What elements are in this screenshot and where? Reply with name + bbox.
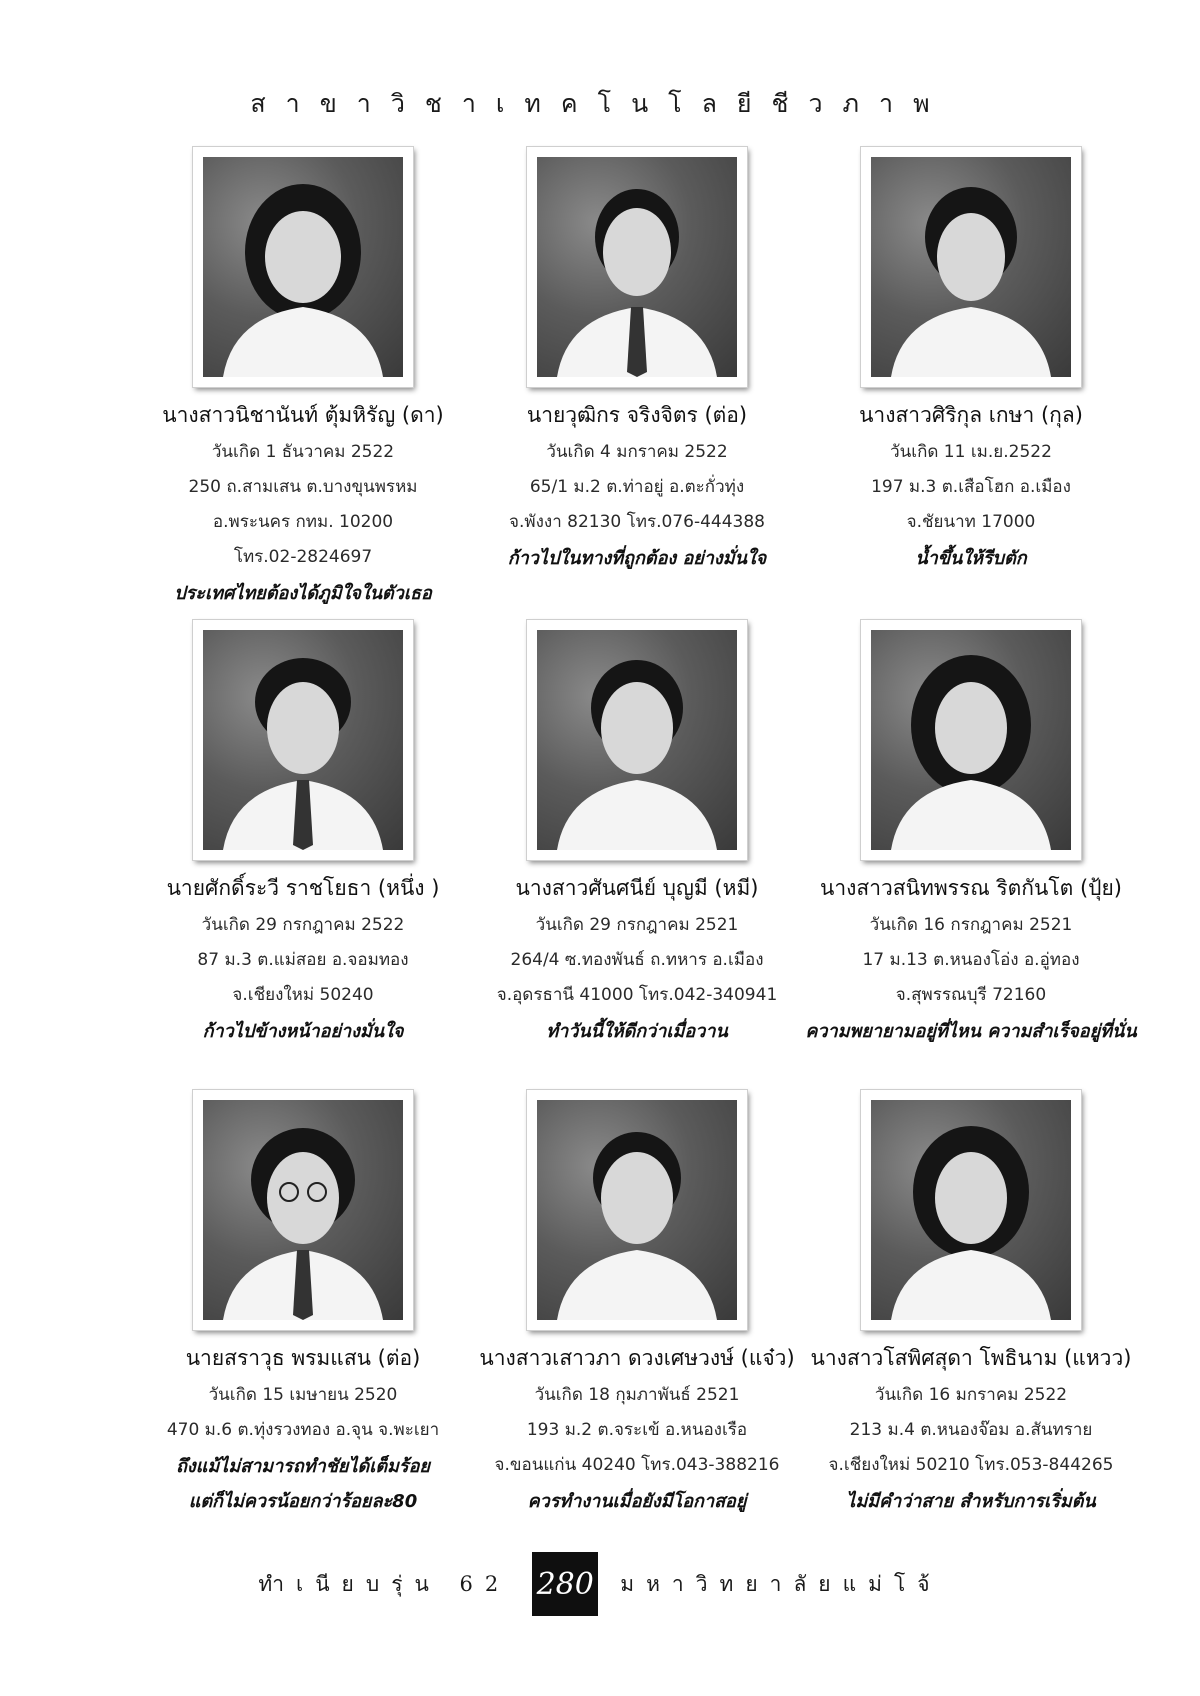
student-motto: ถึงแม้ไม่สามารถทำชัยได้เต็มร้อย xyxy=(176,1456,430,1477)
student-detail: วันเกิด 18 กุมภาพันธ์ 2521 xyxy=(534,1385,740,1405)
student-photo xyxy=(527,1090,747,1330)
university-label: มหาวิทยาลัยแม่โจ้ xyxy=(620,1571,942,1596)
student-name: นายสราวุธ พรมแสน (ต่อ) xyxy=(185,1346,421,1370)
student-detail: วันเกิด 1 ธันวาคม 2522 xyxy=(211,442,395,462)
student-detail: วันเกิด 4 มกราคม 2522 xyxy=(546,442,728,462)
page-number: 280 xyxy=(532,1552,598,1616)
student-detail: 250 ถ.สามเสน ต.บางขุนพรหม xyxy=(188,477,418,497)
student-detail: วันเกิด 29 กรกฎาคม 2521 xyxy=(535,915,739,935)
student-detail: 264/4 ซ.ทองพันธ์ ถ.ทหาร อ.เมือง xyxy=(510,950,764,970)
student-detail: วันเกิด 15 เมษายน 2520 xyxy=(208,1385,398,1405)
student-detail: อ.พระนคร กทม. 10200 xyxy=(212,512,394,532)
student-detail: จ.อุดรธานี 41000 โทร.042-340941 xyxy=(496,985,778,1005)
student-photo xyxy=(861,1090,1081,1330)
student-detail: จ.ขอนแก่น 40240 โทร.043-388216 xyxy=(494,1455,780,1475)
student-detail: จ.เชียงใหม่ 50240 xyxy=(232,985,374,1005)
student-photo xyxy=(193,147,413,387)
student-name: นางสาวนิชานันท์ ตุ้มหิรัญ (ดา) xyxy=(162,403,444,427)
portrait-image xyxy=(203,157,403,377)
student-detail: โทร.02-2824697 xyxy=(233,547,373,567)
page-title: สาขาวิชาเทคโนโลยีชีวภาพ xyxy=(250,89,950,118)
student-name: นางสาวสนิทพรรณ ริตกันโต (ปุ้ย) xyxy=(820,876,1122,900)
portrait-image xyxy=(537,157,737,377)
student-name: นางสาวเสาวภา ดวงเศษวงษ์ (แจ๋ว) xyxy=(479,1346,795,1370)
student-photo xyxy=(193,1090,413,1330)
student-detail: 87 ม.3 ต.แม่สอย อ.จอมทอง xyxy=(197,950,409,970)
portrait-image xyxy=(537,1100,737,1320)
student-detail: จ.พังงา 82130 โทร.076-444388 xyxy=(509,512,765,532)
yearbook-label: ทำเนียบรุ่น 62 xyxy=(258,1571,511,1596)
student-photo xyxy=(527,620,747,860)
student-detail: วันเกิด 16 มกราคม 2522 xyxy=(874,1385,1068,1405)
student-detail: 213 ม.4 ต.หนองจ๊อม อ.สันทราย xyxy=(849,1420,1093,1440)
student-detail: 17 ม.13 ต.หนองโอ่ง อ.อู่ทอง xyxy=(862,950,1080,970)
student-motto: ทำวันนี้ให้ดีกว่าเมื่อวาน xyxy=(546,1021,728,1042)
portrait-image xyxy=(203,1100,403,1320)
student-photo xyxy=(861,620,1081,860)
student-motto: ก้าวไปข้างหน้าอย่างมั่นใจ xyxy=(202,1021,404,1042)
student-name: นางสาวโสพิศสุดา โพธินาม (แหวว) xyxy=(810,1346,1132,1370)
portrait-image xyxy=(203,630,403,850)
student-motto: ไม่มีคำว่าสาย สำหรับการเริ่มต้น xyxy=(846,1491,1096,1512)
student-name: นายวุฒิกร จริงจิตร (ต่อ) xyxy=(526,403,748,427)
portrait-image xyxy=(871,1100,1071,1320)
portrait-image xyxy=(537,630,737,850)
student-detail: จ.ชัยนาท 17000 xyxy=(906,512,1036,532)
student-detail: จ.เชียงใหม่ 50210 โทร.053-844265 xyxy=(828,1455,1114,1475)
student-detail: 65/1 ม.2 ต.ท่าอยู่ อ.ตะกั่วทุ่ง xyxy=(529,477,745,497)
student-detail: จ.สุพรรณบุรี 72160 xyxy=(895,985,1047,1005)
student-detail: 470 ม.6 ต.ทุ่งรวงทอง อ.จุน จ.พะเยา xyxy=(166,1420,440,1440)
student-motto: ประเทศไทยต้องได้ภูมิใจในตัวเธอ xyxy=(174,583,432,604)
student-motto: ควรทำงานเมื่อยังมีโอกาสอยู่ xyxy=(527,1491,747,1512)
student-detail: วันเกิด 29 กรกฎาคม 2522 xyxy=(201,915,405,935)
student-name: นางสาวศันศนีย์ บุญมี (หมี) xyxy=(515,876,759,900)
page-footer xyxy=(0,1552,1200,1616)
student-detail: วันเกิด 16 กรกฎาคม 2521 xyxy=(869,915,1073,935)
student-name: นายศักดิ์ระวี ราชโยธา (หนึ่ง ) xyxy=(166,876,440,900)
student-motto: แต่ก็ไม่ควรน้อยกว่าร้อยละ80 xyxy=(188,1491,418,1512)
student-photo xyxy=(527,147,747,387)
student-photo xyxy=(193,620,413,860)
student-photo xyxy=(861,147,1081,387)
student-detail: วันเกิด 11 เม.ย.2522 xyxy=(890,442,1052,462)
student-detail: 193 ม.2 ต.จระเข้ อ.หนองเรือ xyxy=(526,1420,748,1440)
student-motto: ความพยายามอยู่ที่ไหน ความสำเร็จอยู่ที่นั่น xyxy=(805,1021,1137,1042)
student-motto: น้ำขึ้นให้รีบตัก xyxy=(915,548,1027,569)
portrait-image xyxy=(871,157,1071,377)
portrait-image xyxy=(871,630,1071,850)
student-motto: ก้าวไปในทางที่ถูกต้อง อย่างมั่นใจ xyxy=(507,548,767,569)
student-detail: 197 ม.3 ต.เสือโฮก อ.เมือง xyxy=(871,477,1071,497)
student-name: นางสาวศิริกุล เกษา (กุล) xyxy=(859,403,1083,427)
